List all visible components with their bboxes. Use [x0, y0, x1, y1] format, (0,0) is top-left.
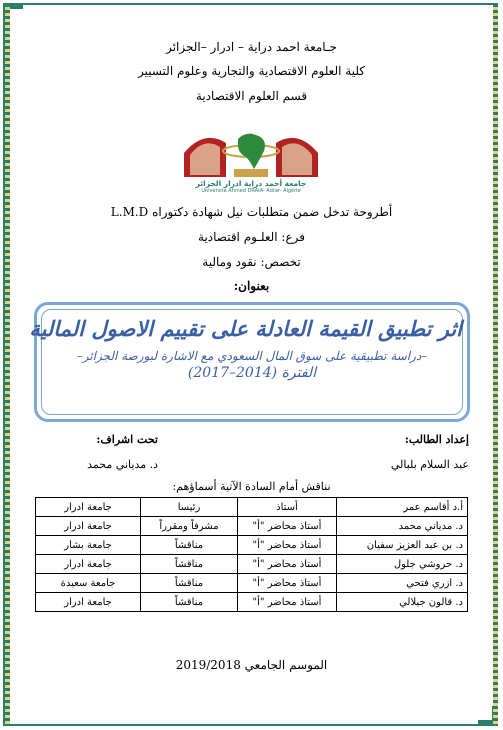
department-name: قسم العلوم الاقتصادية — [195, 89, 308, 103]
table-row — [36, 593, 468, 612]
member-university: جامعة بشار — [36, 536, 141, 555]
thesis-type: أطروحة تدخل ضمن متطلبات نيل شهادة دكتوراه L.M.D — [110, 205, 393, 219]
student-label: إعداد الطالب: — [404, 433, 469, 446]
committee-intro: نناقش أمام السادة الآتية أسماؤهم: — [172, 480, 331, 493]
title-label: بعنوان: — [233, 279, 270, 293]
member-name: د. بن عبد العزيز سفيان — [337, 536, 468, 555]
member-role: مناقشاً — [141, 536, 238, 555]
supervisor-name: د. مدياني محمد — [87, 458, 158, 471]
academic-year: الموسم الجامعي 2019/2018 — [175, 658, 328, 672]
member-name: د. ازري فتحي — [337, 574, 468, 593]
side-ornament-band — [493, 4, 498, 726]
member-rank: أستاذ — [238, 498, 337, 517]
member-role: مناقشاً — [141, 574, 238, 593]
university-name: جـامعة احمد دراية – ادرار –الجزائر — [166, 40, 337, 54]
member-university: جامعة سعيدة — [36, 574, 141, 593]
member-rank: أستاذ محاضر "أ" — [238, 574, 337, 593]
member-name: أ.د أقاسم عمر — [337, 498, 468, 517]
member-name: د. حروشي جلول — [337, 555, 468, 574]
thesis-title-frame — [29, 302, 470, 422]
member-rank: أستاذ محاضر "أ" — [238, 517, 337, 536]
thesis-subtitle: –دراسة تطبيقية على سوق المال السعودي مع الاشارة لبورصة الجزائر– — [76, 349, 428, 363]
faculty-name: كلية العلوم الاقتصادية والتجارية وعلوم التسيير — [137, 64, 366, 78]
member-role: رئيسا — [141, 498, 238, 517]
table-row — [36, 555, 468, 574]
thesis-title: اثر تطبيق القيمة العادلة على تقييم الاصول المالية — [29, 316, 462, 341]
table-row — [36, 574, 468, 593]
thesis-period: الفترة (2014–2017) — [187, 365, 317, 381]
thesis-branch: فرع: العلـوم اقتصادية — [198, 230, 305, 244]
committee-table — [35, 497, 468, 612]
member-rank: أستاذ محاضر "أ" — [238, 555, 337, 574]
side-ornament-band — [5, 4, 10, 726]
member-role: مناقشاً — [141, 593, 238, 612]
member-name: د. قالون جيلالي — [337, 593, 468, 612]
table-row — [36, 536, 468, 555]
member-role: مناقشاً — [141, 555, 238, 574]
member-university: جامعة ادرار — [36, 593, 141, 612]
table-row — [36, 517, 468, 536]
student-name: عبد السلام بلبالي — [390, 458, 469, 471]
supervisor-label: تحت اشراف: — [96, 433, 158, 446]
member-name: د. مدياني محمد — [337, 517, 468, 536]
member-rank: أستاذ محاضر "أ" — [238, 536, 337, 555]
thesis-specialty: تخصص: نقود ومالية — [202, 255, 301, 269]
member-university: جامعة ادرار — [36, 517, 141, 536]
member-role: مشرفاً ومقرراً — [141, 517, 238, 536]
member-university: جامعة ادرار — [36, 498, 141, 517]
logo-arabic-name: جامعة أحمد دراية ادرار الجزائر — [195, 179, 307, 188]
table-row — [36, 498, 468, 517]
university-logo — [176, 125, 326, 193]
thesis-title-box — [29, 309, 463, 415]
logo-latin-name: Université Ahmed DRAIA- Adrar- Algérie — [201, 188, 301, 193]
member-university: جامعة ادرار — [36, 555, 141, 574]
member-rank: أستاذ محاضر "أ" — [238, 593, 337, 612]
